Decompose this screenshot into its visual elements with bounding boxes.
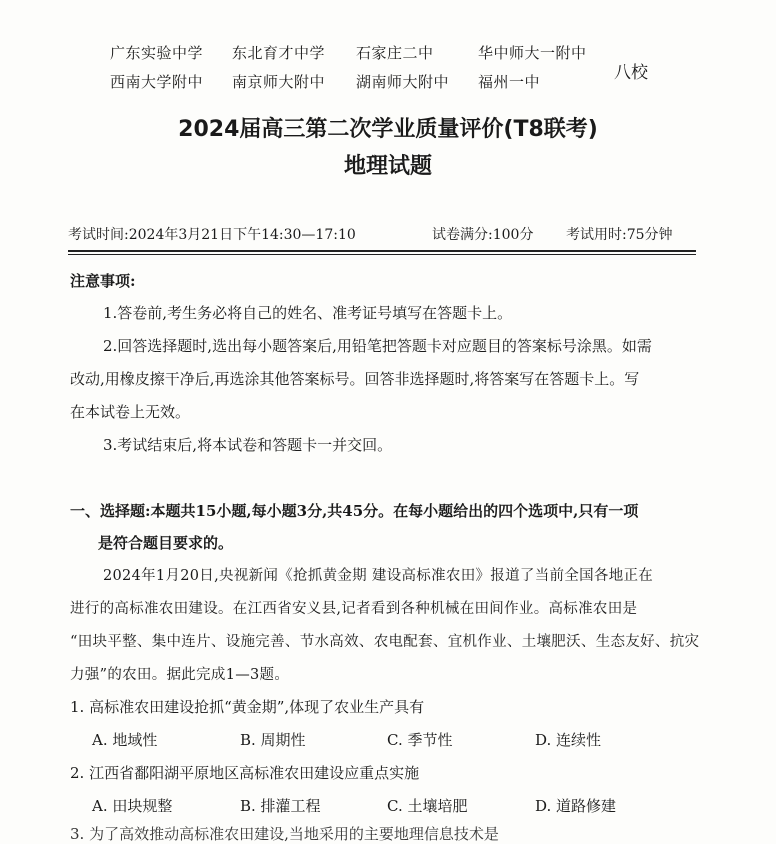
exam-time: 考试时间:2024年3月21日下午14:30—17:10 xyxy=(68,227,356,243)
school-name: 西南大学附中 xyxy=(110,73,204,91)
answer-option: D. 道路修建 xyxy=(535,797,617,815)
school-name: 南京师大附中 xyxy=(232,73,326,91)
exam-title: 2024届高三第二次学业质量评价(T8联考) xyxy=(178,117,598,142)
exam-duration: 考试用时:75分钟 xyxy=(566,227,673,243)
passage-line: “田块平整、集中连片、设施完善、节水高效、农电配套、宜机作业、土壤肥沃、生态友好、抗灾 xyxy=(70,634,700,650)
notice-item: 1.答卷前,考生务必将自己的姓名、准考证号填写在答题卡上。 xyxy=(103,304,513,322)
passage-line: 进行的高标准农田建设。在江西省安义县,记者看到各种机械在田间作业。高标准农田是 xyxy=(70,601,638,617)
passage-line: 2024年1月20日,央视新闻《抢抓黄金期 建设高标准农田》报道了当前全国各地正在 xyxy=(103,568,654,584)
passage-line: 力强”的农田。据此完成1—3题。 xyxy=(70,667,290,683)
notice-item-continued: 在本试卷上无效。 xyxy=(70,403,191,421)
school-name: 华中师大一附中 xyxy=(478,44,587,62)
answer-option: A. 地域性 xyxy=(92,731,158,749)
alliance-label: 八校 xyxy=(614,63,648,83)
subject-title: 地理试题 xyxy=(343,154,432,179)
school-name: 福州一中 xyxy=(478,73,541,91)
school-name: 湖南师大附中 xyxy=(356,73,450,91)
section-heading: 一、选择题:本题共15小题,每小题3分,共45分。在每小题给出的四个选项中,只有一项 xyxy=(70,502,639,520)
full-score: 试卷满分:100分 xyxy=(432,227,534,243)
answer-option: C. 季节性 xyxy=(387,731,453,749)
answer-option: B. 周期性 xyxy=(240,731,306,749)
notice-heading: 注意事项: xyxy=(70,272,136,290)
school-name: 石家庄二中 xyxy=(356,44,434,62)
school-name: 广东实验中学 xyxy=(110,44,204,62)
section-heading-continued: 是符合题目要求的。 xyxy=(98,534,234,552)
divider-thin xyxy=(68,254,696,255)
answer-option: A. 田块规整 xyxy=(92,797,173,815)
school-name: 东北育才中学 xyxy=(232,44,326,62)
notice-item-continued: 改动,用橡皮擦干净后,再选涂其他答案标号。回答非选择题时,将答案写在答题卡上。写 xyxy=(70,370,640,388)
notice-item: 3.考试结束后,将本试卷和答题卡一并交回。 xyxy=(103,436,393,454)
notice-item: 2.回答选择题时,选出每小题答案后,用铅笔把答题卡对应题目的答案标号涂黑。如需 xyxy=(103,337,652,355)
answer-option: C. 土壤培肥 xyxy=(387,797,468,815)
answer-option: B. 排灌工程 xyxy=(240,797,321,815)
question-stem: 1. 高标准农田建设抢抓“黄金期”,体现了农业生产具有 xyxy=(70,698,425,716)
question-stem-cut: 3. 为了高效推动高标准农田建设,当地采用的主要地理信息技术是 xyxy=(70,825,499,843)
divider-thick xyxy=(68,250,696,252)
question-stem: 2. 江西省鄱阳湖平原地区高标准农田建设应重点实施 xyxy=(70,764,420,782)
answer-option: D. 连续性 xyxy=(535,731,602,749)
